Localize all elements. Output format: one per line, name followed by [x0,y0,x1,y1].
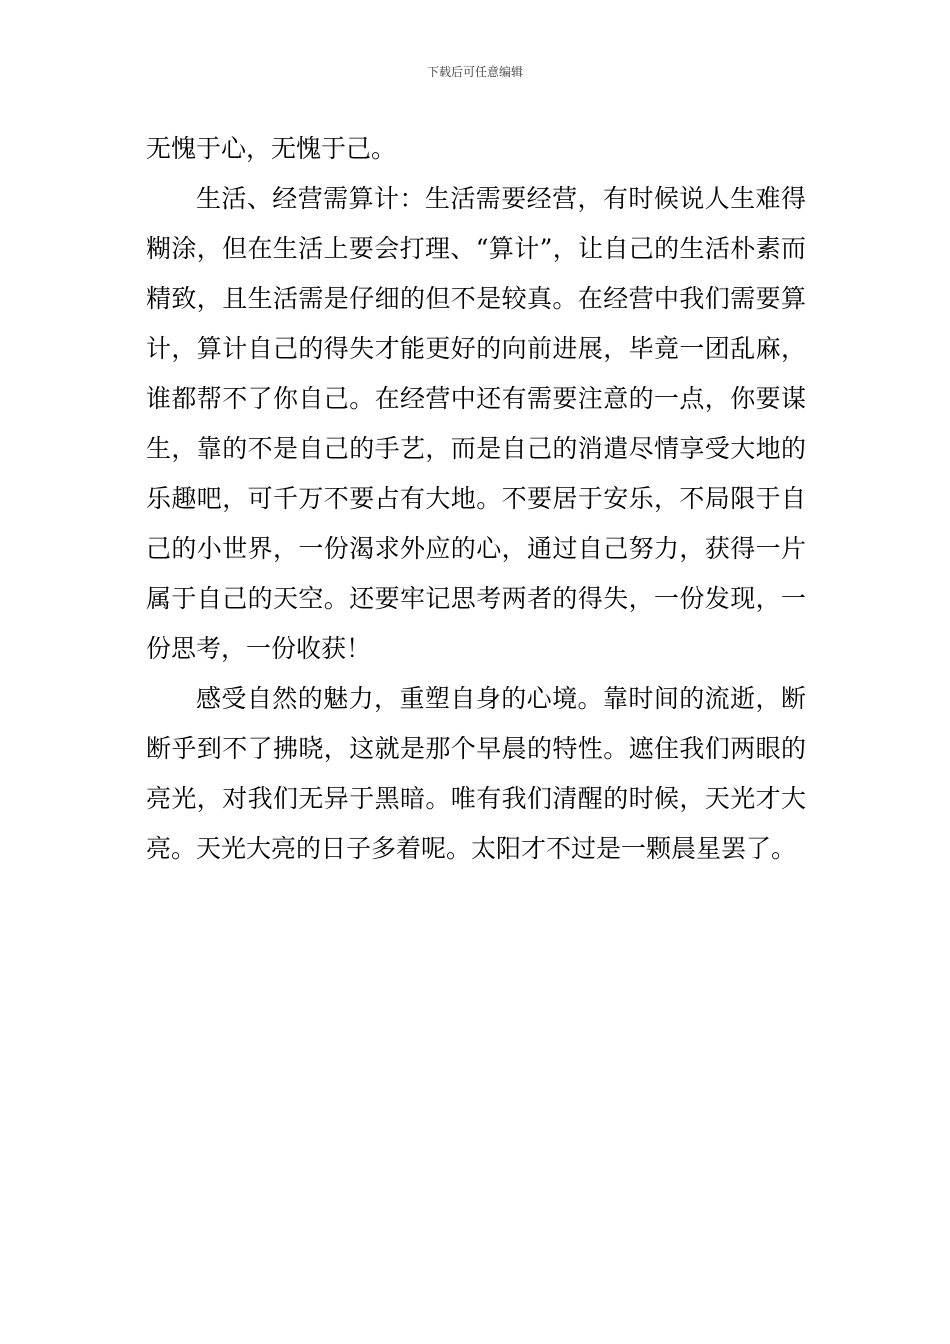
paragraph-2: 生活、经营需算计：生活需要经营，有时候说人生难得糊涂，但在生活上要会打理、“算计”，让自己的生活朴素而精致，且生活需是仔细的但不是较真。在经营中我们需要算计，算计自己的得失才能更好的向前进展，毕竟一团乱麻，谁都帮不了你自己。在经营中还有需要注意的一点，你要谋生，靠的不是自己的手艺，而是自己的消遣尽情享受大地的乐趣吧，可千万不要占有大地。不要居于安乐，不局限于自己的小世界，一份渴求外应的心，通过自己努力，获得一片属于自己的天空。还要牢记思考两者的得失，一份发现，一份思考，一份收获！ [146,184,806,663]
paragraph-1: 无愧于心，无愧于己。 [146,134,397,163]
document-body [146,124,806,874]
page-header: 下载后可任意编辑 [426,65,523,79]
paragraph-3: 感受自然的魅力，重塑自身的心境。靠时间的流逝，断断乎到不了拂晓，这就是那个早晨的特性。遮住我们两眼的亮光，对我们无异于黑暗。唯有我们清醒的时候，天光才大亮。天光大亮的日子多着呢。太阳才不过是一颗晨星罢了。 [146,684,806,863]
